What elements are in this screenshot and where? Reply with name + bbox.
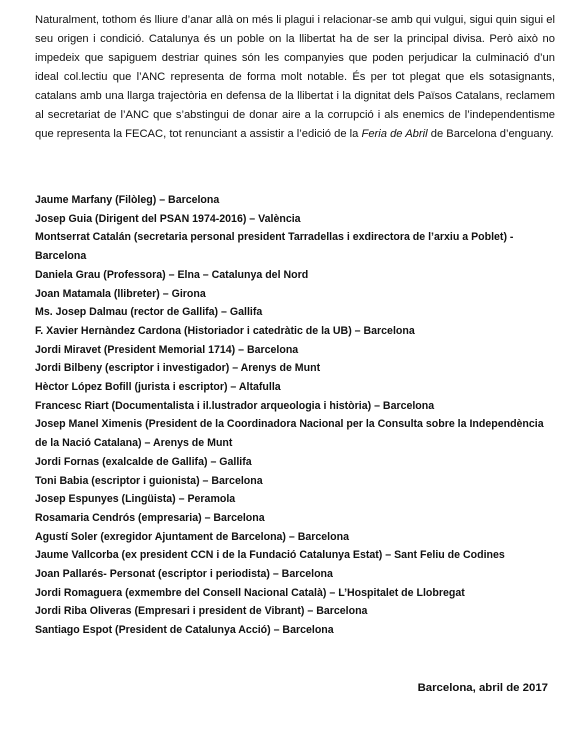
- signatory-item: Josep Guia (Dirigent del PSAN 1974-2016) – València: [35, 212, 301, 225]
- signatory-item: Agustí Soler (exregidor Ajuntament de Barcelona) – Barcelona: [35, 530, 349, 543]
- signatory-item: Jaume Vallcorba (ex president CCN i de la Fundació Catalunya Estat) – Sant Feliu de Codines: [35, 549, 505, 562]
- signatory-item: Joan Matamala (llibreter) – Girona: [35, 287, 206, 300]
- signatory-item: Jaume Marfany (Filòleg) – Barcelona: [35, 194, 220, 206]
- signatory-item: F. Xavier Hernàndez Cardona (Historiador i catedràtic de la UB) – Barcelona: [35, 324, 415, 337]
- intro-italic-title: Feria de Abril: [361, 128, 428, 140]
- signatory-item: Hèctor López Bofill (jurista i escriptor) – Altafulla: [35, 381, 281, 394]
- signatory-item: Ms. Josep Dalmau (rector de Gallifa) – Gallifa: [35, 306, 263, 319]
- signatory-item: Josep Espunyes (Lingüista) – Peramola: [35, 493, 236, 506]
- signatory-item: Toni Babia (escriptor i guionista) – Barcelona: [35, 474, 263, 487]
- signatory-item: Rosamaria Cendrós (empresaria) – Barcelona: [35, 511, 265, 524]
- signatory-item: Santiago Espot (President de Catalunya Acció) – Barcelona: [35, 624, 334, 637]
- signatory-item: Jordi Miravet (President Memorial 1714) – Barcelona: [35, 343, 299, 356]
- signatory-list: [35, 191, 555, 640]
- signatory-item: Daniela Grau (Professora) – Elna – Catalunya del Nord: [35, 268, 309, 281]
- signatory-item: Jordi Riba Oliveras (Empresari i president de Vibrant) – Barcelona: [35, 605, 368, 618]
- intro-text-end: de Barcelona d’enguany.: [427, 128, 554, 140]
- signatory-item: Francesc Riart (Documentalista i il.lustrador arqueologia i història) – Barcelona: [35, 399, 435, 412]
- signatory-item: Josep Manel Ximenis (President de la Coordinadora Nacional per la Consulta sobre la Independència de la Nació Catalana) – Arenys de Munt: [35, 418, 544, 450]
- signatory-item: Jordi Fornas (exalcalde de Gallifa) – Gallifa: [35, 455, 252, 468]
- signatory-item: Montserrat Catalán (secretaria personal president Tarradellas i exdirectora de l’arxiu a Poblet) - Barcelona: [35, 231, 514, 263]
- signatory-item: Joan Pallarés- Personat (escriptor i periodista) – Barcelona: [35, 568, 333, 581]
- intro-paragraph: [35, 11, 555, 144]
- intro-text: Naturalment, tothom és lliure d’anar allà on més li plagui i relacionar-se amb qui vulgui, sigui quin sigui el seu origen i condició. Catalunya és un poble on la llibertat ha de ser la principal divisa. Però això no impedeix que sapiguem destriar quines són les companyies que poden perjudicar la culminació d’un ideal col.lectiu que l’ANC representa de forma molt notable. És per tot plegat que els sotasignants, catalans amb una llarga trajectòria en defensa de la llibertat i la dignitat dels Països Catalans, reclamem al secretariat de l’ANC que s’abstingui de donar aire a la corrupció i als enemics de l’independentisme que representa la FECAC, tot renunciant a assistir a l’edició de la: [35, 14, 555, 140]
- place-date: Barcelona, abril de 2017: [417, 682, 548, 694]
- signatory-item: Jordi Romaguera (exmembre del Consell Nacional Català) – L’Hospitalet de Llobregat: [35, 586, 465, 599]
- signatory-item: Jordi Bilbeny (escriptor i investigador) – Arenys de Munt: [35, 362, 321, 375]
